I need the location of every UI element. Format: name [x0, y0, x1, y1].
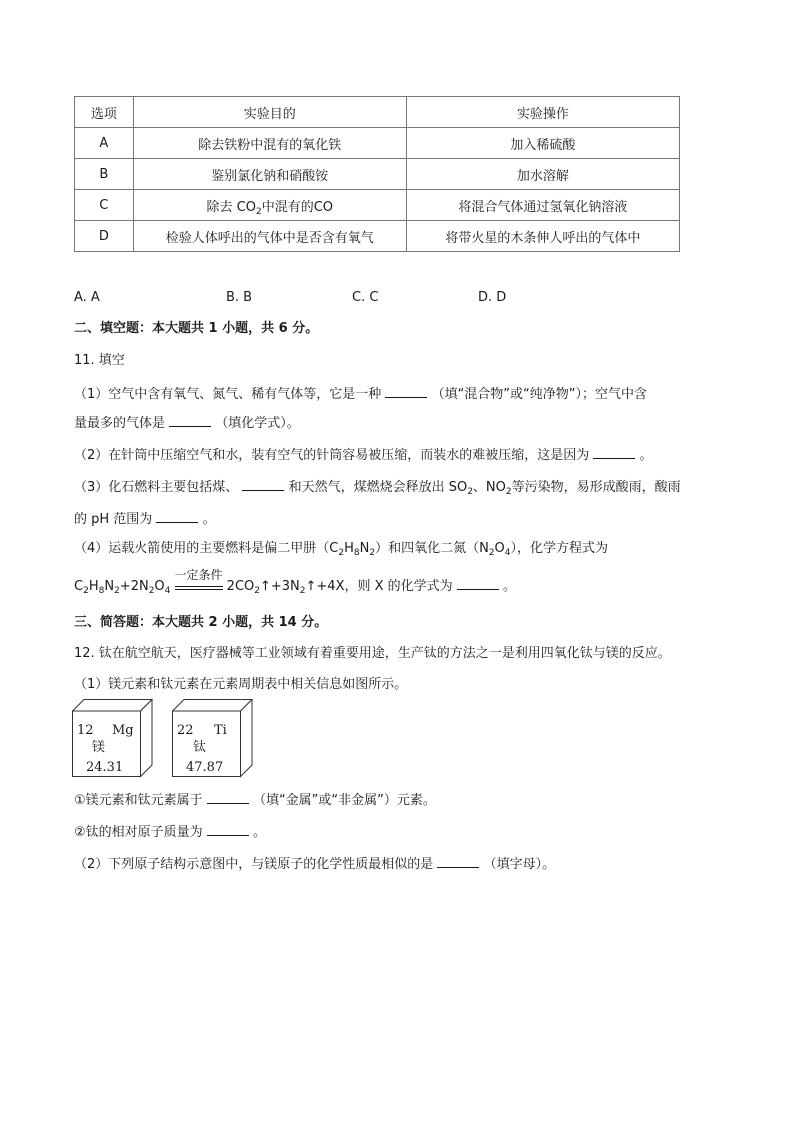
text: 等污染物，易形成酸雨，酸雨 [511, 480, 681, 495]
chemical-equation [74, 568, 516, 596]
text: （填“金属”或“非金属”）元素。 [252, 793, 436, 808]
answer-blank[interactable] [169, 414, 211, 427]
text: H [344, 541, 354, 556]
choice-c[interactable]: C. C [352, 290, 379, 305]
text: ①镁元素和钛元素属于 [74, 793, 203, 808]
table-row [75, 190, 680, 221]
text: +2N [119, 579, 149, 594]
ti-symbol: Ti [214, 723, 227, 738]
q11-part1-line1 [74, 385, 647, 403]
cell-operation: 将带火星的木条伸人呼出的气体中 [406, 221, 679, 252]
answer-blank[interactable] [385, 385, 427, 398]
cell-purpose [133, 190, 406, 221]
text: O [154, 579, 165, 594]
mg-mass: 24.31 [86, 760, 124, 775]
equals-sign [175, 586, 223, 590]
text: 和天然气，煤燃烧会释放出 SO [288, 480, 468, 495]
experiment-table [74, 96, 680, 252]
q11-part4-line1 [74, 541, 608, 557]
subscript: 2 [148, 586, 155, 596]
q12-part1: （1）镁元素和钛元素在元素周期表中相关信息如图所示。 [74, 677, 408, 692]
answer-blank[interactable] [457, 577, 499, 590]
subscript: 2 [114, 586, 120, 596]
text: （1）空气中含有氧气、氮气、稀有气体等，它是一种 [74, 387, 382, 402]
purpose-text: 除去 CO [206, 199, 256, 215]
subscript: 2 [467, 487, 473, 497]
table-row [75, 221, 680, 252]
text: O [494, 541, 505, 556]
choice-a[interactable]: A. A [74, 290, 100, 305]
header-option: 选项 [75, 97, 134, 128]
text: 。 [252, 825, 266, 840]
table-header-row [75, 97, 680, 128]
section2-title: 二、填空题：本大题共 1 小题，共 6 分。 [74, 321, 319, 336]
choice-b[interactable]: B. B [226, 290, 253, 305]
mg-number: 12 [77, 723, 94, 738]
ti-mass: 47.87 [186, 760, 224, 775]
text: （填字母）。 [483, 857, 556, 872]
text: N [104, 579, 115, 594]
cell-purpose: 检验人体呼出的气体中是否含有氧气 [133, 221, 406, 252]
q11-part3-line2 [74, 510, 216, 528]
text: ↑+3N [260, 579, 300, 594]
purpose-text: 中混有的CO [261, 199, 334, 215]
q12-title: 12. 钛在航空航天，医疗器械等工业领域有着重要用途，生产钛的方法之一是利用四氧化钛与镁的反应。 [74, 646, 671, 661]
choice-d[interactable]: D. D [478, 290, 507, 305]
cell-purpose: 除去铁粉中混有的氧化铁 [133, 128, 406, 159]
q12-sub1 [74, 791, 436, 809]
text: C [74, 579, 84, 594]
header-operation: 实验操作 [406, 97, 679, 128]
text: ↑+4X，则 X 的化学式为 [305, 579, 453, 594]
subscript: 2 [488, 548, 495, 558]
section3-title: 三、简答题：本大题共 2 小题，共 14 分。 [74, 615, 328, 630]
subscript: 8 [353, 548, 360, 558]
cell-operation: 加水溶解 [406, 159, 679, 190]
header-purpose: 实验目的 [133, 97, 406, 128]
text: N [359, 541, 370, 556]
text: （填化学式）。 [215, 416, 300, 431]
q11-part3-line1 [74, 478, 681, 496]
text: 量最多的气体是 [74, 416, 166, 431]
reaction-condition [174, 568, 223, 590]
q11-part2 [74, 446, 653, 464]
text: ），化学方程式为 [510, 541, 609, 556]
text: （2）下列原子结构示意图中，与镁原子的化学性质最相似的是 [74, 857, 434, 872]
subscript: 4 [164, 586, 171, 596]
cell-option: D [75, 221, 134, 252]
text: （4）运载火箭使用的主要燃料是偏二甲肼（C [74, 541, 339, 556]
answer-blank[interactable] [242, 478, 284, 491]
text: （2）在针筒中压缩空气和水，装有空气的针筒容易被压缩，而装水的难被压缩，这是因为 [74, 448, 590, 463]
subscript: 4 [504, 548, 511, 558]
text: 的 pH 范围为 [74, 512, 153, 527]
text: 。 [202, 512, 216, 527]
answer-blank[interactable] [207, 823, 249, 836]
subscript: 2 [299, 586, 306, 596]
cell-purpose: 鉴别氯化钠和硝酸铵 [133, 159, 406, 190]
cell-option: B [75, 159, 134, 190]
mg-name: 镁 [92, 740, 106, 755]
text: （填“混合物”或“纯净物”）；空气中含 [431, 387, 648, 402]
text: 。 [502, 579, 516, 594]
text: H [88, 579, 99, 594]
mg-symbol: Mg [112, 723, 134, 738]
subscript: 2 [369, 548, 376, 558]
subscript: 2 [505, 487, 512, 497]
text: 2CO [226, 579, 255, 594]
q12-sub2 [74, 823, 266, 841]
cell-option: C [75, 190, 134, 221]
text: ②钛的相对原子质量为 [74, 825, 203, 840]
subscript: 2 [254, 586, 260, 596]
subscript: 2 [255, 206, 262, 217]
answer-blank[interactable] [156, 510, 198, 523]
text: ）和四氧化二氮（N [375, 541, 489, 556]
answer-blank[interactable] [593, 446, 635, 459]
ti-number: 22 [177, 723, 194, 738]
answer-blank[interactable] [207, 791, 249, 804]
answer-blank[interactable] [437, 855, 479, 868]
subscript: 8 [98, 586, 105, 596]
cell-operation: 将混合气体通过氢氧化钠溶液 [406, 190, 679, 221]
text: 。 [639, 448, 653, 463]
q12-part2 [74, 855, 555, 873]
q11-part1-line2 [74, 414, 300, 432]
ti-name: 钛 [193, 740, 207, 755]
text: 、NO [472, 480, 506, 495]
condition-label: 一定条件 [174, 568, 223, 582]
text: （3）化石燃料主要包括煤、 [74, 480, 239, 495]
subscript: 2 [338, 548, 345, 558]
cell-operation: 加入稀硫酸 [406, 128, 679, 159]
q11-title: 11. 填空 [74, 353, 125, 368]
table-row [75, 128, 680, 159]
subscript: 2 [83, 586, 89, 596]
table-row [75, 159, 680, 190]
cell-option: A [75, 128, 134, 159]
